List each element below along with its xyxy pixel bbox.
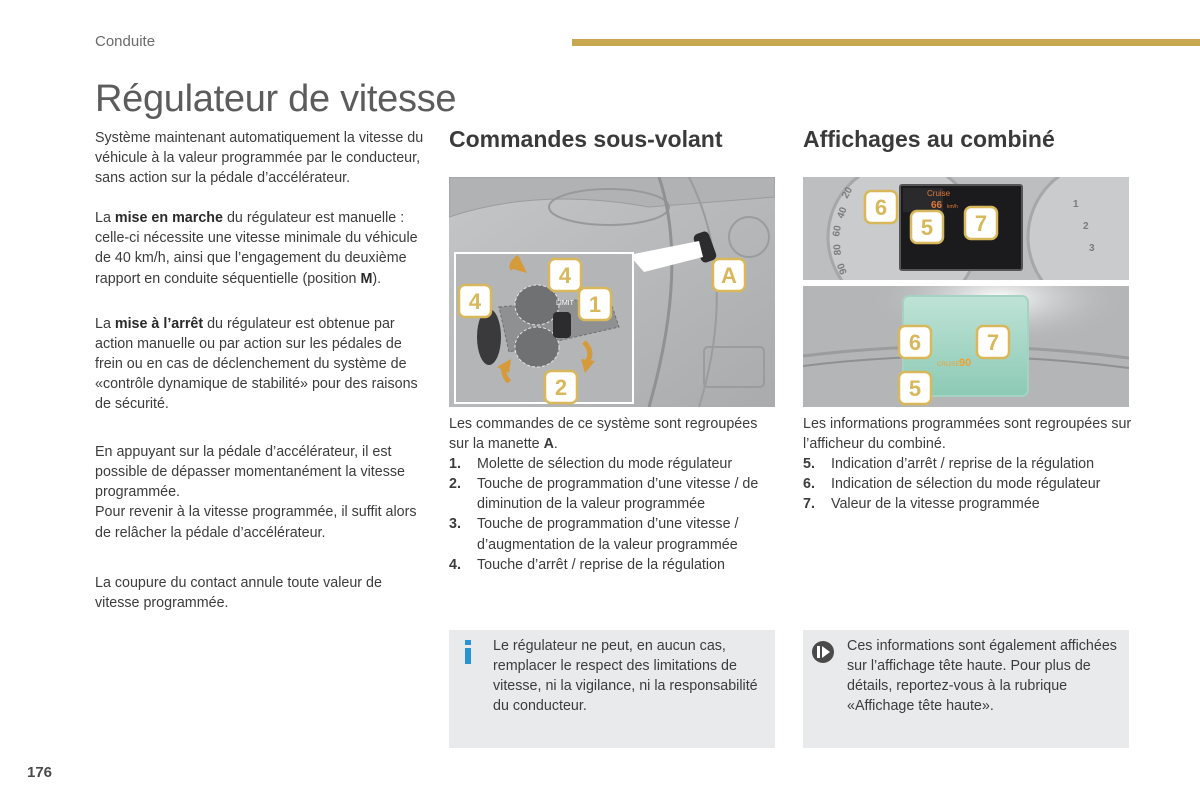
page-number: 176	[27, 764, 53, 781]
cluster-speed-value: 66	[931, 200, 943, 211]
svg-text:6: 6	[874, 195, 888, 220]
head-up-note	[803, 630, 1129, 748]
hud-speed-value: 90	[959, 357, 972, 369]
section-label: Conduite	[95, 33, 156, 50]
override-paragraph: En appuyant sur la pédale d’accélérateur, il est possible de dépasser momentanément la vitesse programmée.	[95, 444, 405, 501]
bold-term: A	[543, 436, 554, 453]
svg-text:4: 4	[468, 289, 482, 314]
bold-term: mise en marche	[114, 210, 223, 227]
intro-paragraph: Système maintenant automatiquement la vitesse du véhicule à la valeur programmée par le conducteur, sans action sur la pédale d’accélérateur.	[95, 130, 424, 187]
callout-3: 4	[558, 263, 572, 288]
commands-heading: Commandes sous-volant	[449, 126, 723, 152]
list-item	[803, 454, 1133, 474]
list-item	[449, 474, 779, 514]
svg-text:2: 2	[1083, 221, 1089, 232]
cluster-display-image	[803, 177, 1129, 280]
activation-paragraph	[95, 208, 425, 288]
svg-text:LIMIT: LIMIT	[556, 300, 574, 307]
item-number: 2.	[449, 476, 461, 493]
svg-text:1: 1	[588, 292, 602, 317]
cross-reference-icon	[811, 640, 835, 664]
safety-note-text: Le régulateur ne peut, en aucun cas, remplacer le respect des limitations de vitesse, ni la vigilance, ni la responsabilité du conducteur.	[493, 638, 758, 715]
item-text: Valeur de la vitesse programmée	[831, 496, 1040, 513]
svg-text:5: 5	[908, 376, 922, 401]
commands-description	[449, 414, 779, 575]
text-run: ).	[372, 270, 382, 287]
item-number: 6.	[803, 476, 815, 493]
header-rule	[572, 39, 1200, 46]
safety-note	[449, 630, 775, 748]
svg-text:40: 40	[835, 205, 850, 221]
display-description	[803, 414, 1133, 514]
item-number: 1.	[449, 456, 461, 473]
svg-text:1: 1	[1073, 199, 1079, 210]
hud-cruise-text: CRUISE	[937, 362, 960, 368]
text-run: du régulateur est obtenue par action manuelle ou par action sur les pédales de frein ou en cas de déclenchement du système de «contrôle dynamique de stabilité» pour des raisons de sécurité.	[95, 315, 418, 413]
head-up-display-image	[803, 286, 1129, 407]
svg-text:7: 7	[974, 211, 988, 236]
svg-text:5: 5	[920, 215, 934, 240]
list-item	[449, 555, 779, 575]
svg-text:A: A	[721, 263, 737, 288]
svg-text:6: 6	[908, 330, 922, 355]
item-text: Touche d’arrêt / reprise de la régulation	[477, 556, 725, 573]
list-item	[803, 494, 1133, 514]
item-number: 5.	[803, 456, 815, 473]
ignition-paragraph: La coupure du contact annule toute valeur de vitesse programmée.	[95, 574, 382, 611]
svg-text:3: 3	[1089, 243, 1095, 254]
list-item	[803, 474, 1133, 494]
item-text: Indication d’arrêt / reprise de la régulation	[831, 456, 1095, 473]
return-paragraph: Pour revenir à la vitesse programmée, il suffit alors de relâcher la pédale d’accélérateur.	[95, 504, 417, 541]
steering-controls-image	[449, 177, 775, 407]
list-item	[449, 514, 779, 554]
cluster-speed-unit: km/h	[947, 204, 958, 210]
bold-term: mise à l’arrêt	[114, 315, 204, 332]
info-icon	[459, 640, 477, 664]
svg-text:7: 7	[986, 330, 1000, 355]
text-run: La	[95, 210, 115, 227]
item-text: Molette de sélection du mode régulateur	[477, 456, 733, 473]
item-number: 4.	[449, 556, 461, 573]
list-item	[449, 454, 779, 474]
item-number: 3.	[449, 516, 461, 533]
display-heading: Affichages au combiné	[803, 126, 1055, 152]
svg-text:20: 20	[840, 185, 856, 201]
commands-intro	[449, 414, 779, 454]
bold-term: M	[360, 270, 373, 287]
item-number: 7.	[803, 496, 815, 513]
text-run: Les commandes de ce système sont regroupées sur la manette	[449, 416, 758, 453]
deactivation-paragraph	[95, 314, 425, 414]
head-up-note-text: Ces informations sont également affichées sur l’affichage tête haute. Pour plus de détails, reportez-vous à la rubrique «Affichage tête haute».	[847, 638, 1117, 715]
display-intro: Les informations programmées sont regroupées sur l’afficheur du combiné.	[803, 416, 1132, 453]
item-text: Touche de programmation d’une vitesse / de diminution de la valeur programmée	[477, 476, 759, 513]
item-text: Touche de programmation d’une vitesse / d’augmentation de la valeur programmée	[477, 516, 739, 553]
svg-text:60: 60	[831, 224, 844, 238]
text-run: du régulateur est manuelle : celle-ci nécessite une vitesse minimale du véhicule de 40 km/h, ainsi que l’engagement du deuxième rapport en conduite séquentielle (position	[95, 210, 418, 287]
svg-text:90: 90	[835, 261, 850, 276]
svg-text:2: 2	[554, 375, 568, 400]
intro-column	[95, 128, 425, 613]
svg-text:80: 80	[832, 243, 844, 256]
page-title: Régulateur de vitesse	[95, 78, 457, 120]
cluster-cruise-text: Cruise	[927, 189, 951, 198]
item-text: Indication de sélection du mode régulateur	[831, 476, 1101, 493]
text-run: .	[553, 436, 558, 453]
text-run: La	[95, 315, 115, 332]
